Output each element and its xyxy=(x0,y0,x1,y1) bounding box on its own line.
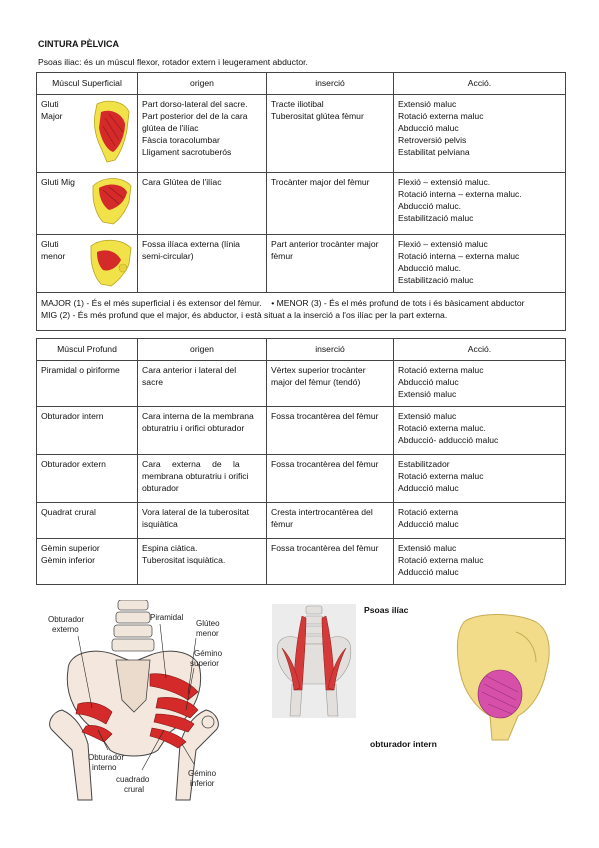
deep-muscles-table xyxy=(36,338,566,585)
gluteus-medius-thumbnail xyxy=(89,176,135,226)
insertion-cell: Fossa trocantèrea del fèmur xyxy=(267,539,394,585)
insertion-cell: Part anterior trocànter major fèmur xyxy=(267,235,394,293)
insertion-cell: Trocànter major del fèmur xyxy=(267,173,394,235)
obturator-internus-muscle xyxy=(478,670,522,718)
action-cell: Flexió – extensió maluc Rotació interna – externa maluc Abducció maluc. Estabilització maluc xyxy=(394,235,566,293)
insertion-cell: Tracte iliotibal Tuberositat glútea fèmur xyxy=(267,95,394,173)
insertion-cell: Cresta intertrocantèrea del fèmur xyxy=(267,503,394,539)
page-title: CINTURA PÈLVICA xyxy=(38,39,119,49)
label-obturador-externo-2: externo xyxy=(52,625,79,634)
label-cuadrado-crural-1: cuadrado xyxy=(116,775,150,784)
action-cell: Rotació externa maluc Abducció maluc Extensió maluc xyxy=(394,361,566,407)
origin-cell: Fossa ilíaca externa (línia semi-circular) xyxy=(138,235,267,293)
note-menor: • MENOR (3) - És el més profund de tots i és bàsicament abductor xyxy=(271,298,525,308)
label-gluteo-menor-2: menor xyxy=(196,629,219,638)
psoas-iliac-figure xyxy=(272,604,356,718)
col-header-action: Acció. xyxy=(394,339,566,361)
label-gluteo-menor-1: Glúteo xyxy=(196,619,220,628)
origin-cell: Cara interna de la membrana obturatriu i orifici obturador xyxy=(138,407,267,455)
origin-cell: Cara anterior i lateral del sacre xyxy=(138,361,267,407)
col-header-origin: origen xyxy=(138,73,267,95)
action-cell: Extensió maluc Rotació externa maluc. Abducció- adducció maluc xyxy=(394,407,566,455)
origin-cell: Espina ciàtica. Tuberositat isquiàtica. xyxy=(138,539,267,585)
origin-cell: Cara externa de la membrana obturatriu i orifici obturador xyxy=(138,455,267,503)
action-cell: Rotació externa Adducció maluc xyxy=(394,503,566,539)
table-row xyxy=(37,407,566,455)
insertion-cell: Fossa trocantèrea del fèmur xyxy=(267,455,394,503)
col-header-insertion: inserció xyxy=(267,339,394,361)
insertion-cell: Vèrtex superior trocànter major del fèmur (tendó) xyxy=(267,361,394,407)
action-cell: Flexió – extensió maluc. Rotació interna – externa maluc. Abducció maluc. Estabilització maluc xyxy=(394,173,566,235)
spine-illustration xyxy=(112,600,154,651)
muscle-name-cell: Gluti Major xyxy=(37,95,138,173)
label-gemino-superior-1: Gémino xyxy=(194,649,223,658)
muscle-name-cell: Obturador extern xyxy=(37,455,138,503)
col-header-muscle: Múscul Profund xyxy=(37,339,138,361)
col-header-muscle: Múscul Superficial xyxy=(37,73,138,95)
table-row xyxy=(37,293,566,331)
table-row xyxy=(37,503,566,539)
gluteus-major-thumbnail xyxy=(91,100,133,164)
psoas-label: Psoas ilíac xyxy=(364,605,409,615)
muscle-name-cell: Gluti Mig xyxy=(37,173,138,235)
muscle-name-cell: Gluti menor xyxy=(37,235,138,293)
muscle-name-cell: Quadrat crural xyxy=(37,503,138,539)
origin-cell: Vora lateral de la tuberositat isquiàtica xyxy=(138,503,267,539)
col-header-insertion: inserció xyxy=(267,73,394,95)
muscle-name-cell: Obturador intern xyxy=(37,407,138,455)
origin-cell: Cara Glútea de l'ilíac xyxy=(138,173,267,235)
table-row xyxy=(37,361,566,407)
obturator-internus-label: obturador intern xyxy=(370,739,437,749)
label-obturador-interno-2: interno xyxy=(92,763,117,772)
label-cuadrado-crural-2: crural xyxy=(124,785,145,794)
pelvis-deep-muscles-figure xyxy=(38,600,230,804)
label-obturador-externo-1: Obturador xyxy=(48,615,85,624)
label-obturador-interno-1: Obturador xyxy=(88,753,125,762)
insertion-cell: Fossa trocantèrea del fèmur xyxy=(267,407,394,455)
origin-cell: Part dorso-lateral del sacre. Part posterior del de la cara glútea de l'ilíac Fàscia toracolumbar Lligament sacrotuberós xyxy=(138,95,267,173)
note-major: MAJOR (1) - És el més superficial i és extensor del fèmur. xyxy=(41,298,262,308)
table-row xyxy=(37,235,566,293)
muscle-name-cell: Gèmin superior Gèmin inferior xyxy=(37,539,138,585)
obturator-internus-figure xyxy=(456,612,552,742)
table-row xyxy=(37,173,566,235)
action-cell: Extensió maluc Rotació externa maluc Adducció maluc xyxy=(394,539,566,585)
intro-text: Psoas iliac: és un múscul flexor, rotador extern i leugerament abductor. xyxy=(38,57,308,67)
label-gemino-superior-2: superior xyxy=(190,659,219,668)
table-row xyxy=(37,455,566,503)
label-gemino-inferior-1: Gémino xyxy=(188,769,217,778)
superficial-muscles-table xyxy=(36,72,566,331)
gluteus-minimus-thumbnail xyxy=(85,238,135,288)
note-mig: MIG (2) - És més profund que el major, és abductor, i està situat a la inserció a l'os ilíac per la part externa. xyxy=(41,310,448,320)
label-gemino-inferior-2: inferior xyxy=(190,779,215,788)
col-header-action: Acció. xyxy=(394,73,566,95)
action-cell: Estabilitzador Rotació externa maluc Adducció maluc xyxy=(394,455,566,503)
table-row xyxy=(37,95,566,173)
action-cell: Extensió maluc Rotació externa maluc Abducció maluc Retroversió pelvis Estabilitat pelviana xyxy=(394,95,566,173)
gluteus-note-cell xyxy=(37,293,566,331)
label-piramidal: Piramidal xyxy=(150,613,184,622)
muscle-name-cell: Piramidal o piriforme xyxy=(37,361,138,407)
col-header-origin: origen xyxy=(138,339,267,361)
table-row xyxy=(37,539,566,585)
